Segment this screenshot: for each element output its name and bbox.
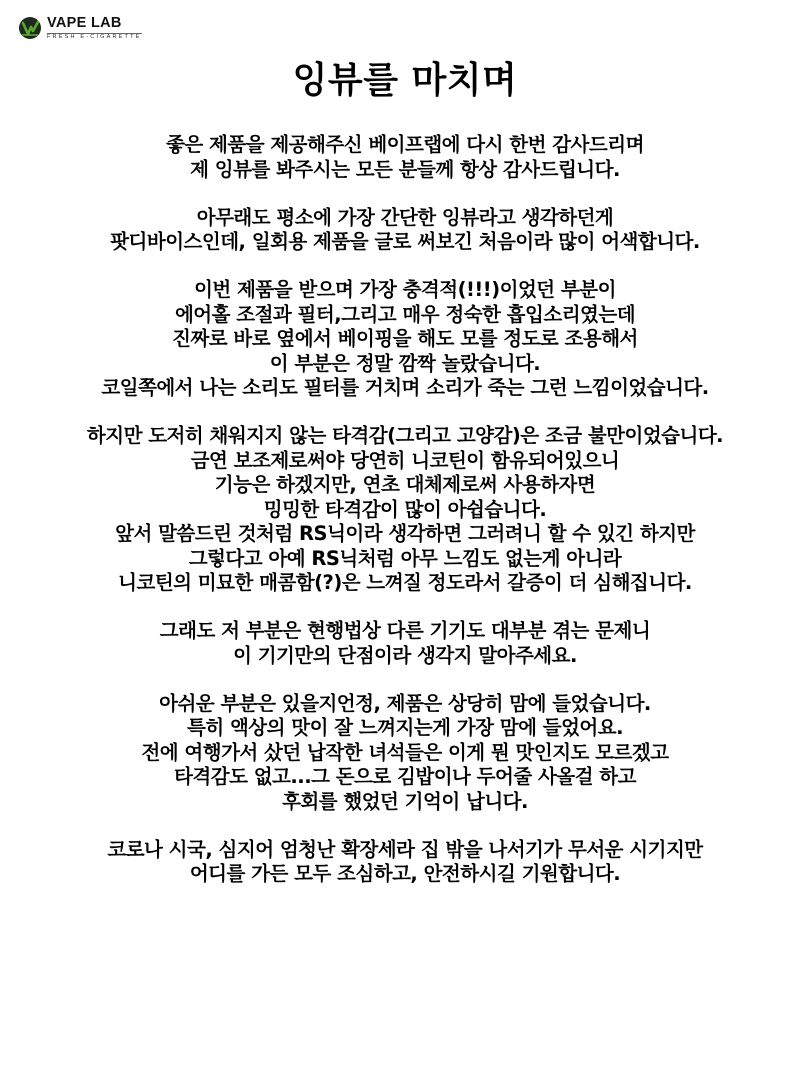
review-body <box>0 133 810 910</box>
text-line: 팟디바이스인데, 일회용 제품을 글로 써보긴 처음이라 많이 어색합니다. <box>110 230 700 253</box>
text-line: 타격감도 없고...그 돈으로 김밥이나 두어줄 사올걸 하고 <box>174 765 636 788</box>
text-line: 그렇다고 아예 RS닉처럼 아무 느낌도 없는게 아니라 <box>188 546 622 570</box>
paragraph <box>0 278 810 401</box>
paragraph <box>0 692 810 815</box>
text-line: 좋은 제품을 제공해주신 베이프랩에 다시 한번 감사드리며 <box>166 133 644 156</box>
text-line: 후회를 했었던 기억이 납니다. <box>282 789 528 813</box>
text-line: 코일쪽에서 나는 소리도 필터를 거치며 소리가 죽는 그런 느낌이었습니다. <box>101 376 709 399</box>
text-line: 제 잉뷰를 봐주시는 모든 분들께 항상 감사드립니다. <box>190 157 620 181</box>
brand-name: VAPE LAB <box>47 15 122 31</box>
text-line: 어디를 가든 모두 조심하고, 안전하시길 기원합니다. <box>189 862 621 885</box>
text-line: 이번 제품을 받으며 가장 충격적(!!!)이었던 부분이 <box>194 278 616 301</box>
text-line: 에어홀 조절과 필터,그리고 매우 정숙한 흡입소리였는데 <box>174 302 636 326</box>
paragraph <box>0 424 810 596</box>
text-line: 진짜로 바로 옆에서 베이핑을 해도 모를 정도로 조용해서 <box>172 327 638 350</box>
page-title: 잉뷰를 마치며 <box>292 60 518 101</box>
text-line: 아쉬운 부분은 있을지언정, 제품은 상당히 맘에 들었습니다. <box>159 691 651 715</box>
vape-lab-logo-icon <box>18 16 42 40</box>
text-line: 하지만 도저히 채워지지 않는 타격감(그리고 고양감)은 조금 불만이었습니다. <box>86 424 724 447</box>
text-line: 이 부분은 정말 깜짝 놀랐습니다. <box>269 351 541 375</box>
text-line: 전에 여행가서 샀던 납작한 녀석들은 이게 뭔 맛인지도 모르겠고 <box>141 740 669 764</box>
text-line: 특히 액상의 맛이 잘 느껴지는게 가장 맘에 들었어요. <box>186 716 623 739</box>
paragraph <box>0 206 810 255</box>
text-line: 기능은 하겠지만, 연초 대체제로써 사용하자면 <box>214 473 596 496</box>
text-line: 앞서 말씀드린 것처럼 RS닉이라 생각하면 그러려니 할 수 있긴 하지만 <box>115 522 695 545</box>
brand-logo <box>18 16 142 40</box>
paragraph <box>0 619 810 668</box>
text-line: 니코틴의 미묘한 매콤함(?)은 느껴질 정도라서 갈증이 더 심해집니다. <box>118 571 692 594</box>
text-line: 아무래도 평소에 가장 간단한 잉뷰라고 생각하던게 <box>196 205 614 229</box>
paragraph <box>0 838 810 887</box>
text-line: 밍밍한 타격감이 많이 아쉽습니다. <box>263 497 547 521</box>
text-line: 금연 보조제로써야 당연히 니코틴이 함유되어있으니 <box>190 448 620 472</box>
brand-tagline: FRESH E-CIGARETTE <box>47 33 142 40</box>
text-line: 이 기기만의 단점이라 생각지 말아주세요. <box>233 643 577 667</box>
text-line: 그래도 저 부분은 현행법상 다른 기기도 대부분 겪는 문제니 <box>159 619 651 642</box>
paragraph <box>0 133 810 182</box>
text-line: 코로나 시국, 심지어 엄청난 확장세라 집 밖을 나서기가 무서운 시기지만 <box>107 837 703 861</box>
